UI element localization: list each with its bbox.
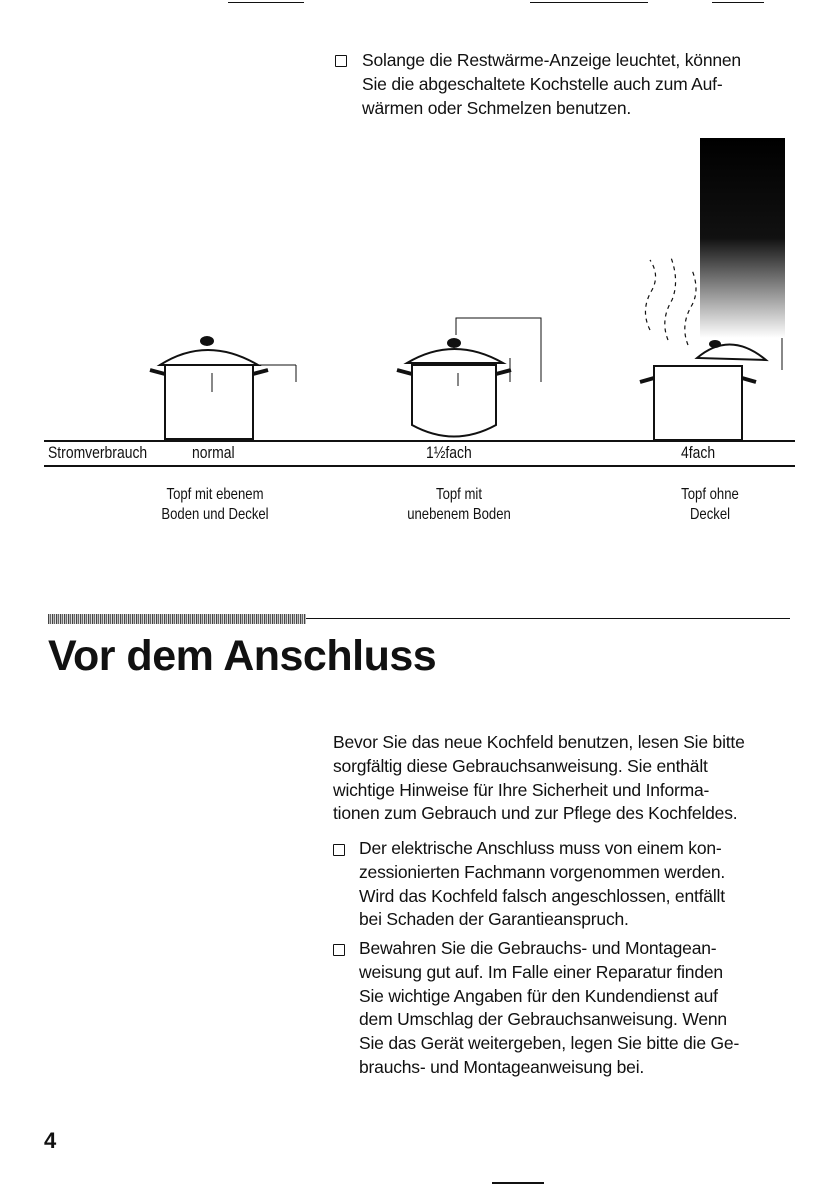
bullet-line: Sie die abgeschaltete Kochstelle auch zum Auf- xyxy=(362,73,723,94)
pot-illustrations xyxy=(0,130,819,450)
section-header-bar xyxy=(48,614,306,624)
top-edge-mark xyxy=(712,2,764,3)
bullet-checkbox-icon xyxy=(335,55,347,67)
bullet-line: Sie das Gerät weitergeben, legen Sie bitte die Ge- xyxy=(359,1033,740,1054)
bullet-checkbox-icon xyxy=(333,844,345,856)
caption-line: Topf ohne xyxy=(681,486,739,503)
intro-line: wichtige Hinweise für Ihre Sicherheit und Informa- xyxy=(333,779,710,800)
bullet-line: Solange die Restwärme-Anzeige leuchtet, können xyxy=(362,50,741,70)
bullet-line: Sie wichtige Angaben für den Kundendienst auf xyxy=(359,985,718,1006)
pot-uneven-bottom-icon xyxy=(397,318,541,437)
bullet-line: dem Umschlag der Gebrauchsanweisung. Wenn xyxy=(359,1009,727,1030)
caption-pot-1 xyxy=(120,485,310,525)
intro-line: tionen zum Gebrauch und zur Pflege des Kochfeldes. xyxy=(333,803,738,824)
bullet-line: zessionierten Fachmann vorgenommen werden. xyxy=(359,861,726,882)
top-edge-mark xyxy=(228,2,304,3)
bullet-line: Der elektrische Anschluss muss von einem kon- xyxy=(359,838,722,858)
consumption-4x: 4fach xyxy=(681,443,716,462)
caption-line: Topf mit xyxy=(436,486,482,503)
bullet-line: Bewahren Sie die Gebrauchs- und Montagean- xyxy=(359,938,717,958)
bottom-edge-mark xyxy=(492,1182,544,1184)
pot-flat-lid-icon xyxy=(150,337,296,439)
bullet-line: bei Schaden der Garantieanspruch. xyxy=(359,909,629,930)
caption-pot-3 xyxy=(615,485,805,525)
bullet-line: brauchs- und Montageanweisung bei. xyxy=(359,1056,645,1077)
figure-bottom-rule xyxy=(44,465,795,467)
intro-line: Bevor Sie das neue Kochfeld benutzen, lesen Sie bitte xyxy=(333,732,745,752)
section-intro xyxy=(333,731,745,826)
consumption-1-5: 1½fach xyxy=(426,443,472,462)
bullet-checkbox-icon xyxy=(333,944,345,956)
caption-line: Boden und Deckel xyxy=(161,506,269,523)
figure-top-rule xyxy=(44,440,795,442)
heat-shading xyxy=(700,138,785,338)
page-number: 4 xyxy=(44,1128,57,1153)
section-title: Vor dem Anschluss xyxy=(48,632,437,680)
caption-line: unebenem Boden xyxy=(407,506,511,523)
bullet-line: wärmen oder Schmelzen benutzen. xyxy=(362,97,632,118)
bullet-line: weisung gut auf. Im Falle einer Reparatur finden xyxy=(359,961,723,982)
consumption-normal: normal xyxy=(192,443,235,462)
bullet-line: Wird das Kochfeld falsch angeschlossen, entfällt xyxy=(359,885,725,906)
row-label: Stromverbrauch xyxy=(48,443,148,462)
intro-line: sorgfältig diese Gebrauchsanweisung. Sie enthält xyxy=(333,755,708,776)
top-edge-mark xyxy=(530,2,648,3)
caption-line: Topf mit ebenem xyxy=(166,486,264,503)
caption-pot-2 xyxy=(364,485,554,525)
caption-line: Deckel xyxy=(689,506,731,523)
section-rule xyxy=(306,618,790,619)
